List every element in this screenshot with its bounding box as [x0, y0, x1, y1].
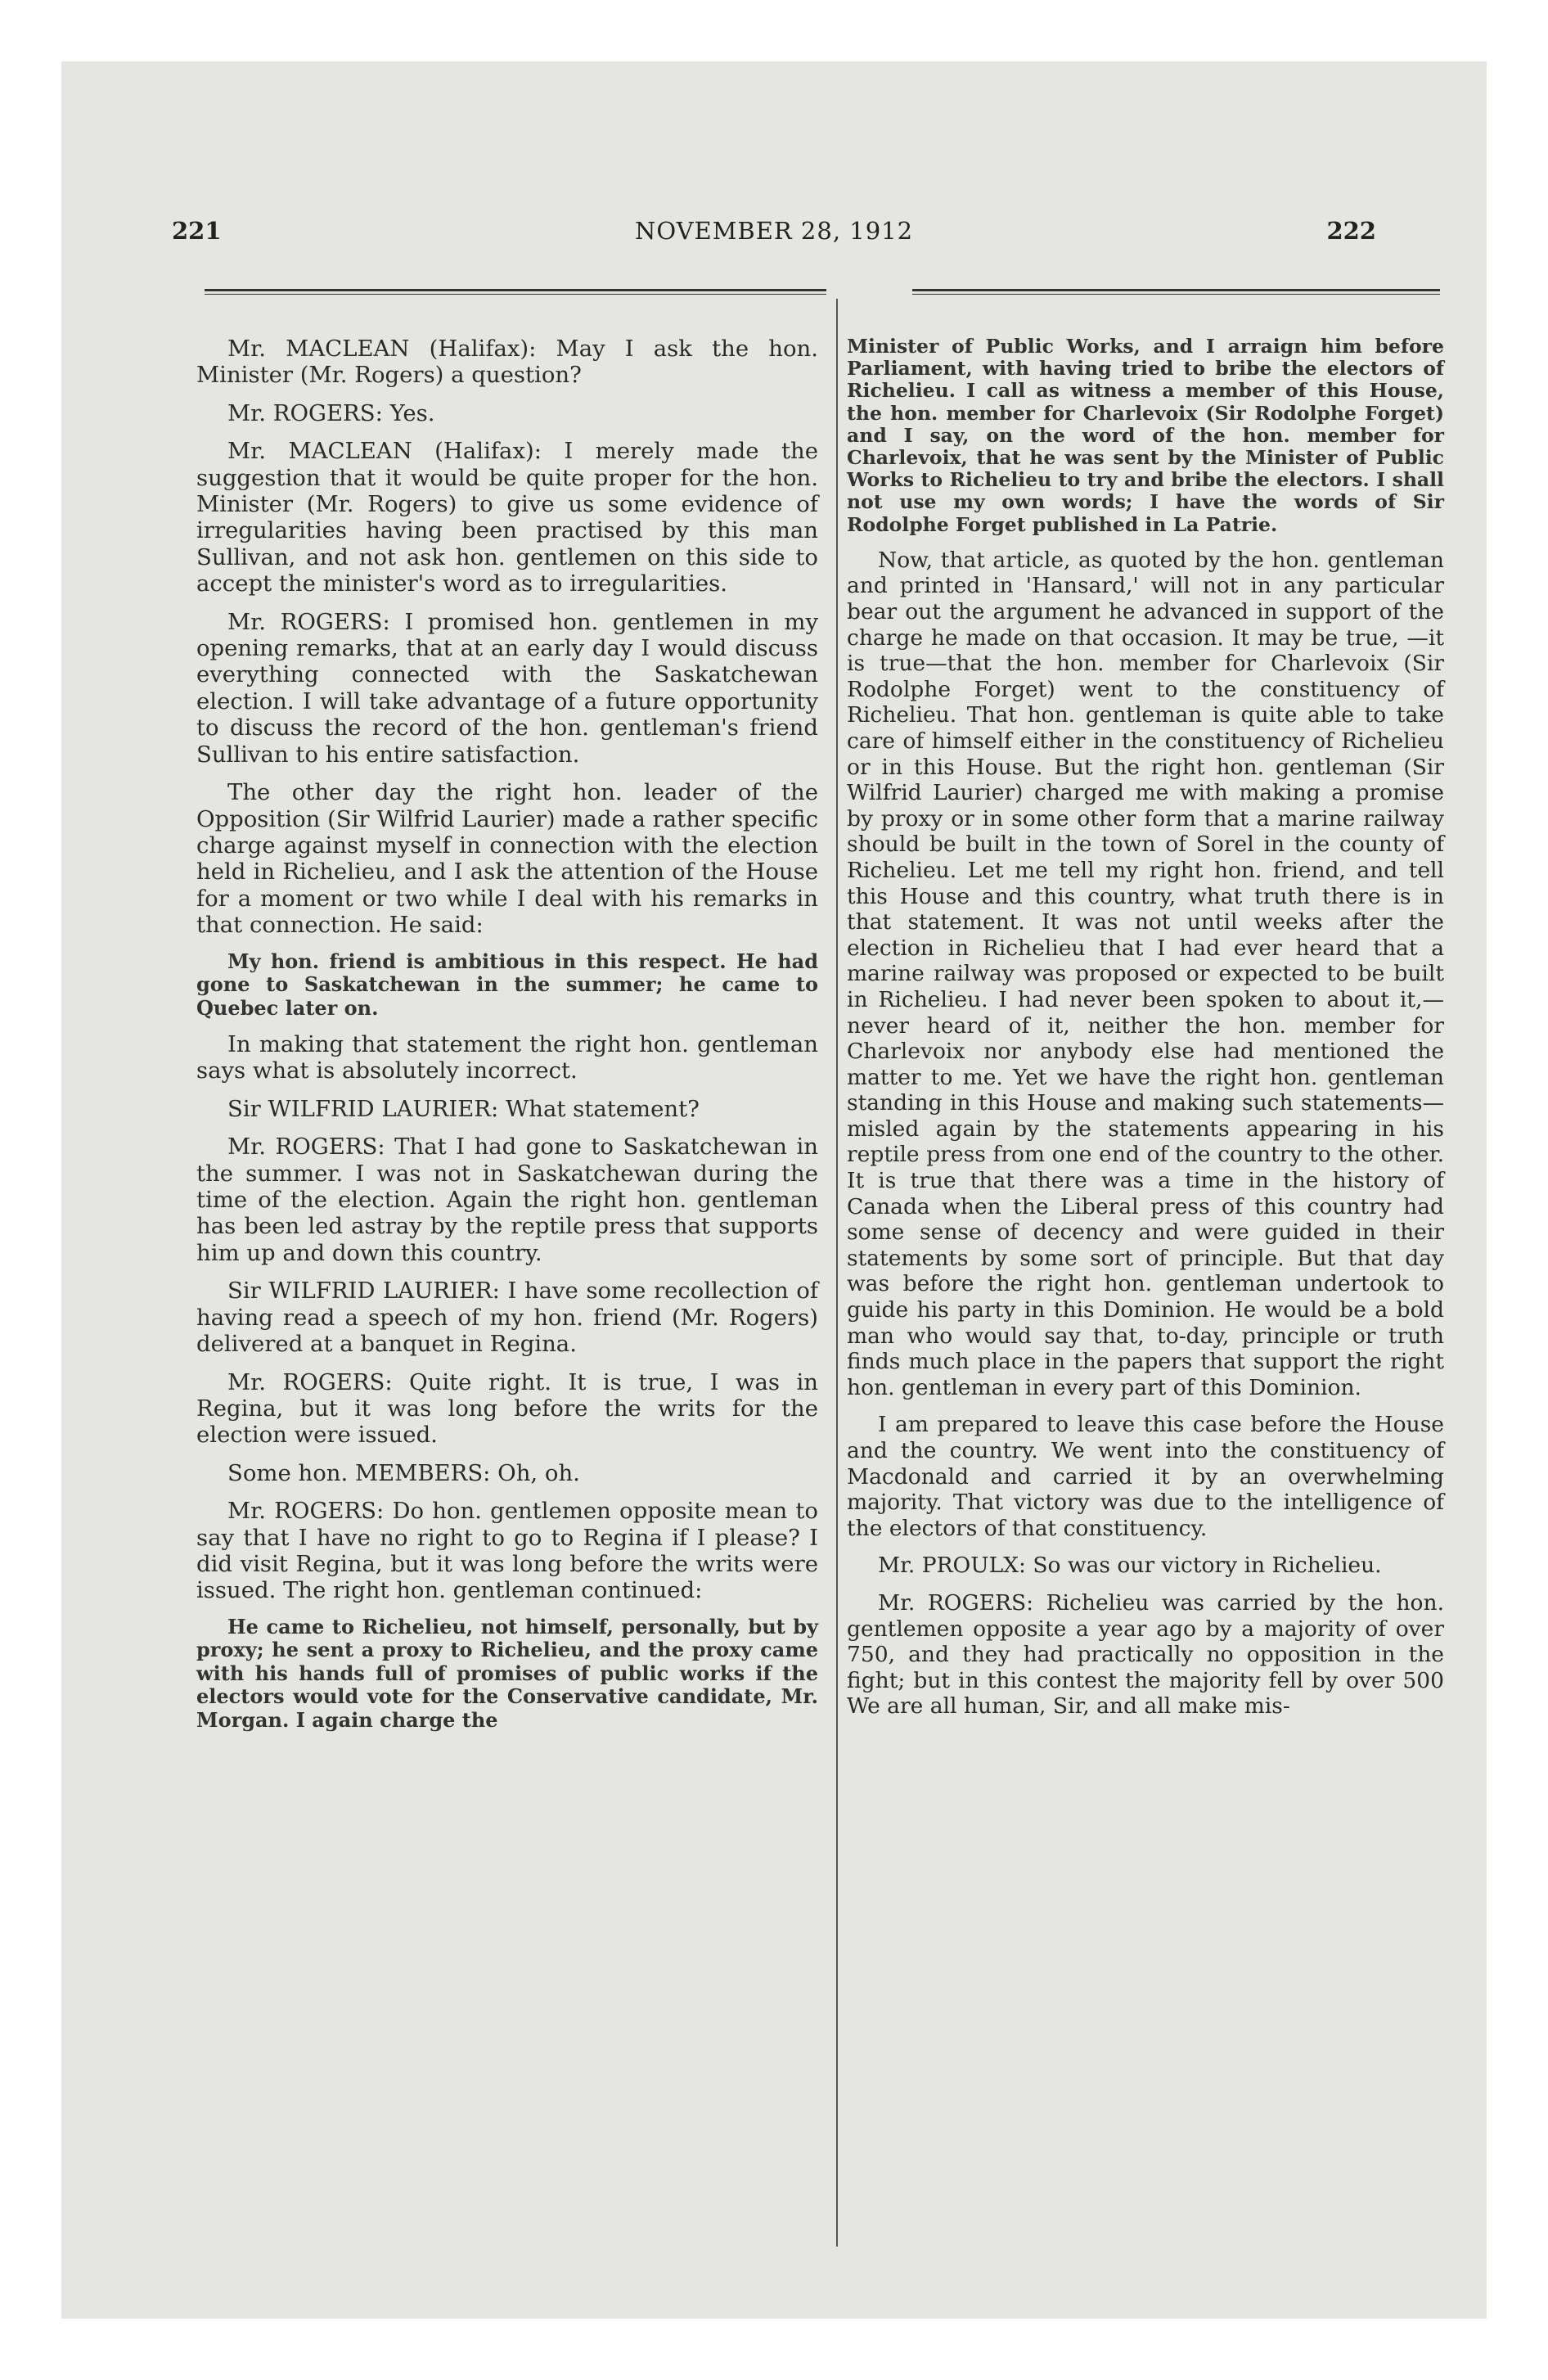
paragraph: Mr. ROGERS: That I had gone to Saskatchewan in the summer. I was not in Saskatchewan during the time of the election. Again the right hon. gentleman has been led astray by the reptile press that supports him up and down this country.: [196, 1134, 818, 1266]
paragraph: Mr. ROGERS: Richelieu was carried by the hon. gentlemen opposite a year ago by a majority of over 750, and they had practically no opposition in the fight; but in this contest the majority fell by over 500 We are all human, Sir, and all make mis-: [847, 1589, 1444, 1720]
paragraph: The other day the right hon. leader of the Opposition (Sir Wilfrid Laurier) made a rather specific charge against myself in connection with the election held in Richelieu, and I ask the attention of the House for a moment or two while I deal with his remarks in that connection. He said:: [196, 779, 818, 939]
header-rule-left: [205, 289, 826, 295]
paragraph: Mr. ROGERS: I promised hon. gentlemen in my opening remarks, that at an early day I would discuss everything connected with the Saskatchewan election. I will take advantage of a future opportunity to discuss the record of the hon. gentleman's friend Sullivan to his entire satisfaction.: [196, 608, 818, 768]
page-number-left: 221: [172, 217, 222, 245]
page-header: [61, 217, 1487, 250]
quoted-passage: Minister of Public Works, and I arraign him before Parliament, with having tried to bribe the electors of Richelieu. I call as witness a member of this House, the hon. member for Charlevoix (Sir Rodolphe Forget) and I say, on the word of the hon. member for Charlevoix, that he was sent by the Minister of Public Works to Richelieu to try and bribe the electors. I shall not use my own words; I have the words of Sir Rodolphe Forget published in La Patrie.: [847, 335, 1444, 536]
column-divider: [836, 299, 838, 2247]
paragraph: Mr. PROULX: So was our victory in Richelieu.: [878, 1553, 1382, 1579]
page-number-right: 222: [1326, 217, 1376, 245]
header-rule-right: [912, 289, 1440, 295]
paragraph: Sir WILFRID LAURIER: I have some recollection of having read a speech of my hon. friend (Mr. Rogers) delivered at a banquet in Regina.: [196, 1278, 818, 1358]
paragraph: I am prepared to leave this case before the House and the country. We went into the constituency of Macdonald and carried it by an overwhelming majority. That victory was due to the intelligence of the electors of that constituency.: [847, 1412, 1444, 1541]
paragraph: Some hon. MEMBERS: Oh, oh.: [227, 1459, 580, 1486]
paragraph: Mr. MACLEAN (Halifax): I merely made the suggestion that it would be quite proper for the hon. Minister (Mr. Rogers) to give us some evidence of irregularities having been practised by this man Sullivan, and not ask hon. gentlemen on this side to accept the minister's word as to irregularities.: [196, 438, 818, 597]
paragraph: In making that statement the right hon. gentleman says what is absolutely incorrect.: [196, 1031, 818, 1084]
right-column: [847, 336, 1444, 1731]
header-date: NOVEMBER 28, 1912: [634, 217, 914, 245]
paragraph: Mr. ROGERS: Quite right. It is true, I was in Regina, but it was long before the writs for the election were issued.: [196, 1368, 818, 1449]
quoted-passage: He came to Richelieu, not himself, personally, but by proxy; he sent a proxy to Richelieu, and the proxy came with his hands full of promises of public works if the electors would vote for the Conservative candidate, Mr. Morgan. I again charge the: [196, 1614, 818, 1732]
scanned-page: [61, 61, 1487, 2319]
quoted-passage: My hon. friend is ambitious in this respect. He had gone to Saskatchewan in the summer; he came to Quebec later on.: [196, 949, 818, 1020]
paragraph: Mr. ROGERS: Do hon. gentlemen opposite mean to say that I have no right to go to Regina if I please? I did visit Regina, but it was long before the writs were issued. The right hon. gentleman continued:: [196, 1498, 818, 1604]
paragraph: Mr. ROGERS: Yes.: [227, 399, 435, 426]
paragraph: Now, that article, as quoted by the hon. gentleman and printed in 'Hansard,' will not in any particular bear out the argument he advanced in support of the charge he made on that occasion. It may be true, —it is true—that the hon. member for Charlevoix (Sir Rodolphe Forget) went to the constituency of Richelieu. That hon. gentleman is quite able to take care of himself either in the constituency of Richelieu or in this House. But the right hon. gentleman (Sir Wilfrid Laurier) charged me with making a promise by proxy or in some other form that a marine railway should be built in the town of Sorel in the county of Richelieu. Let me tell my right hon. friend, and tell this House and this country, what truth there is in that statement. It was not until weeks after the election in Richelieu that I had ever heard that a marine railway was proposed or expected to be built in Richelieu. I had never been spoken to about it,—never heard of it, neither the hon. member for Charlevoix nor anybody else had mentioned the matter to me. Yet we have the right hon. gentleman standing in this House and making such statements—misled again by the statements appearing in his reptile press from one end of the country to the other. It is true that there was a time in the history of Canada when the Liberal press of this country had some sense of decency and were guided in their statements by some sort of principle. But that day was before the right hon. gentleman undertook to guide his party in this Dominion. He would be a bold man who would say that, to-day, principle or truth finds much place in the papers that support the right hon. gentleman in every part of this Dominion.: [847, 547, 1444, 1400]
left-column: [196, 336, 818, 1743]
paragraph: Sir WILFRID LAURIER: What statement?: [227, 1095, 700, 1122]
paragraph: Mr. MACLEAN (Halifax): May I ask the hon. Minister (Mr. Rogers) a question?: [196, 336, 818, 389]
